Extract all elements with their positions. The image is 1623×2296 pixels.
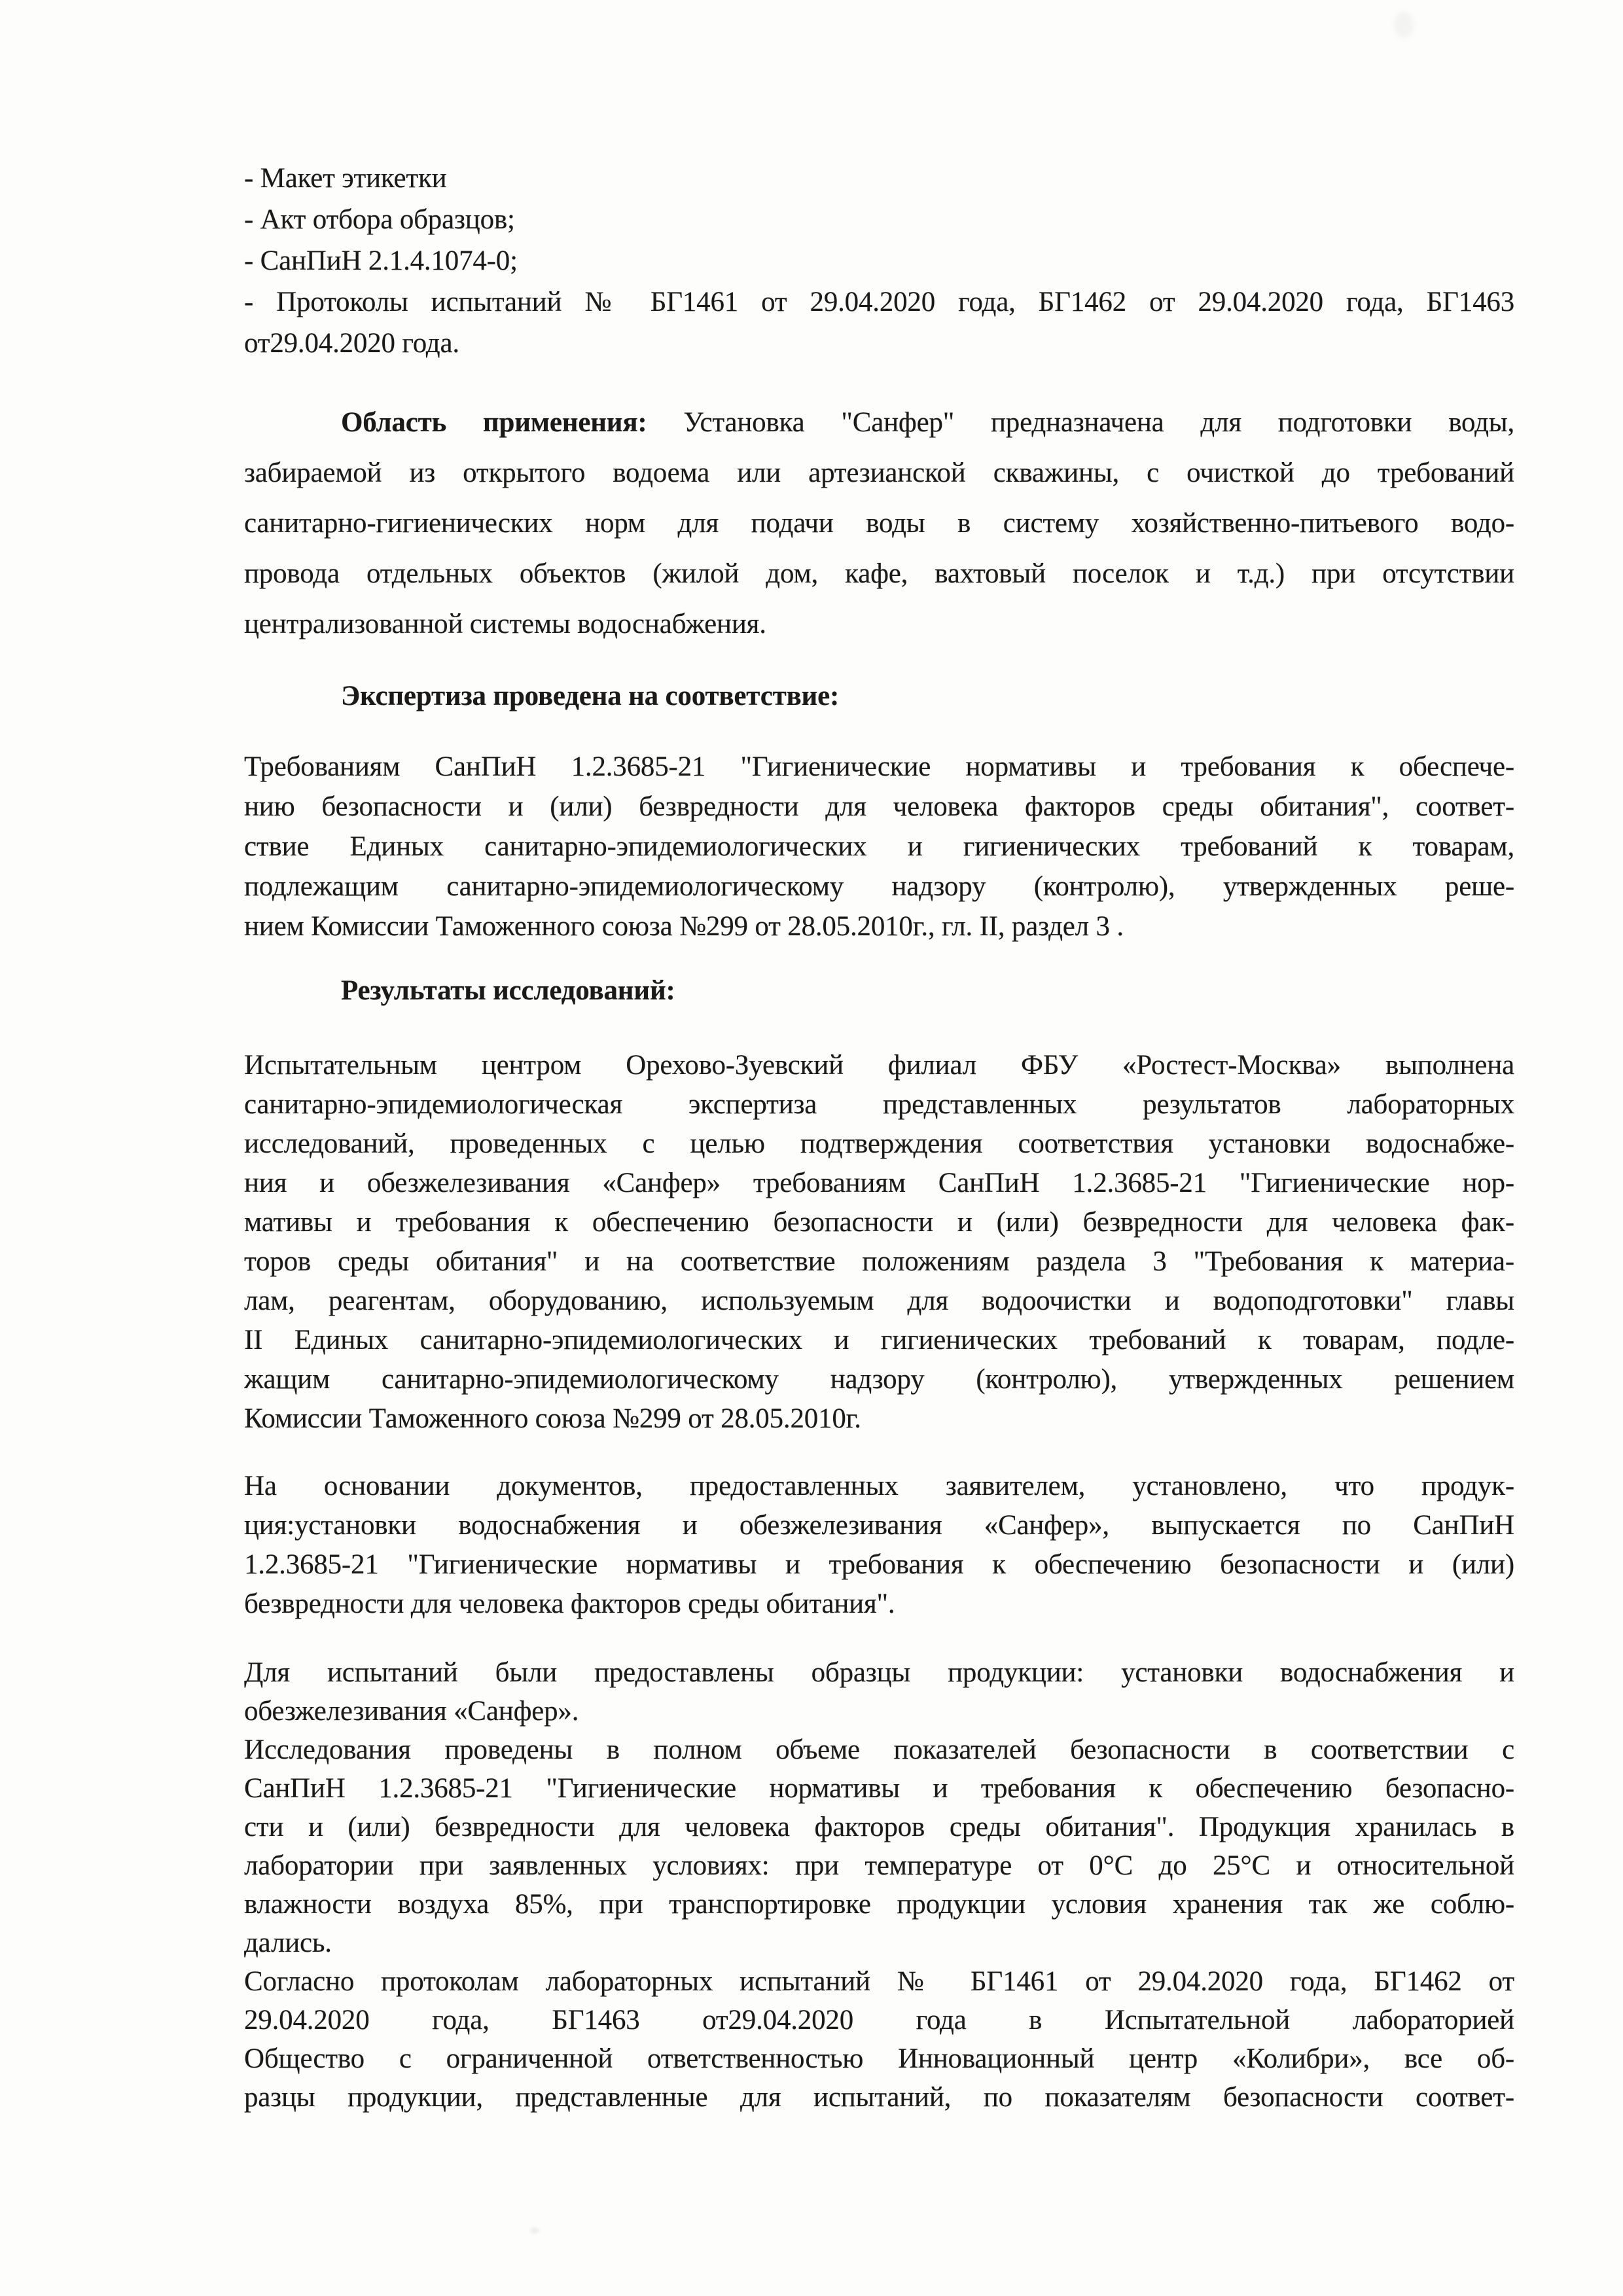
basis-paragraph [244,1467,1514,1624]
text-line: подлежащим санитарно-эпидемиологическому надзору (контролю), утвержденных реше- [244,871,1514,902]
samples-paragraph [244,1653,1514,2117]
text-line: торов среды обитания" и на соответствие положениям раздела 3 "Требования к материа- [244,1246,1514,1277]
attachments-list [244,158,1514,364]
scan-dot-artifact [530,2227,539,2234]
text-line: от29.04.2020 года. [244,328,459,359]
text-line: безвредности для человека факторов среды обитания". [244,1588,895,1619]
text-line: Исследования проведены в полном объеме показателей безопасности в соответствии с [244,1734,1514,1765]
text-line: - СанПиН 2.1.4.1074-0; [244,245,518,276]
text-line: 29.04.2020 года, БГ1463 от29.04.2020 года в Испытательной лабораторией [244,2005,1514,2036]
text-line: дались. [244,1928,332,1958]
text-line: сти и (или) безвредности для человека факторов среды обитания". Продукция хранилась в [244,1812,1514,1842]
results-heading: Результаты исследований: [341,975,675,1006]
text-line: забираемой из открытого водоема или артезианской скважины, с очисткой до требований [244,457,1514,488]
text-line: ния и обезжелезивания «Санфер» требованиям СанПиН 1.2.3685-21 "Гигиенические нор- [244,1168,1514,1198]
text-line: санитарно-гигиенических норм для подачи воды в систему хозяйственно-питьевого водо- [244,508,1514,539]
text-line: - Акт отбора образцов; [244,204,515,235]
document-body [244,0,1514,2117]
text-line: II Единых санитарно-эпидемиологических и гигиенических требований к товарам, подле- [244,1325,1514,1355]
text-line: Для испытаний были предоставлены образцы продукции: установки водоснабжения и [244,1657,1514,1688]
text-line: Требованиям СанПиН 1.2.3685-21 "Гигиенические нормативы и требования к обеспече- [244,751,1514,782]
text-line: - Макет этикетки [244,163,447,194]
text-line: ствие Единых санитарно-эпидемиологических и гигиенических требований к товарам, [244,831,1514,862]
text-line: провода отдельных объектов (жилой дом, кафе, вахтовый поселок и т.д.) при отсутствии [244,558,1514,589]
text-line: разцы продукции, представленные для испытаний, по показателям безопасности соответ- [244,2082,1514,2113]
results-summary-paragraph [244,1046,1514,1439]
inline-bold-heading: Область применения: [341,407,647,438]
text-line: мативы и требования к обеспечению безопасности и (или) безвредности для человека фак- [244,1207,1514,1238]
text-line: Область применения: Установка "Санфер" предназначена для подготовки воды, [341,407,1514,438]
text-line: Комиссии Таможенного союза №299 от 28.05.2010г. [244,1403,861,1434]
text-line: лам, реагентам, оборудованию, используемым для водоочистки и водоподготовки" главы [244,1285,1514,1316]
text-line: обезжелезивания «Санфер». [244,1696,579,1727]
scope-paragraph [244,397,1514,649]
text-line: нию безопасности и (или) безвредности для человека факторов среды обитания", соответ- [244,791,1514,822]
text-line: санитарно-эпидемиологическая экспертиза представленных результатов лабораторных [244,1089,1514,1120]
text-line: жащим санитарно-эпидемиологическому надзору (контролю), утвержденных решением [244,1364,1514,1395]
text-line: СанПиН 1.2.3685-21 "Гигиенические нормативы и требования к обеспечению безопасно- [244,1773,1514,1804]
text-line: исследований, проведенных с целью подтверждения соответствия установки водоснабже- [244,1128,1514,1159]
text-line: Согласно протоколам лабораторных испытаний № БГ1461 от 29.04.2020 года, БГ1462 от [244,1966,1514,1997]
text-line: нием Комиссии Таможенного союза №299 от 28.05.2010г., гл. II, раздел 3 . [244,911,1124,942]
text-line: 1.2.3685-21 "Гигиенические нормативы и требования к обеспечению безопасности и (или) [244,1549,1514,1580]
text-line: Испытательным центром Орехово-Зуевский филиал ФБУ «Ростест-Москва» выполнена [244,1050,1514,1081]
text-line: Общество с ограниченной ответственностью Инновационный центр «Колибри», все об- [244,2043,1514,2074]
text-line: лаборатории при заявленных условиях: при температуре от 0°С до 25°С и относительной [244,1850,1514,1881]
expertise-paragraph [244,747,1514,946]
text-line: ция:установки водоснабжения и обезжелезивания «Санфер», выпускается по СанПиН [244,1510,1514,1541]
text-line: - Протоколы испытаний № БГ1461 от 29.04.2020 года, БГ1462 от 29.04.2020 года, БГ1463 [244,287,1514,317]
text-line: На основании документов, предоставленных заявителем, установлено, что продук- [244,1471,1514,1501]
expertise-heading: Экспертиза проведена на соответствие: [341,681,840,711]
text-line: централизованной системы водоснабжения. [244,609,766,639]
text-line: влажности воздуха 85%, при транспортировке продукции условия хранения так же соблю- [244,1889,1514,1920]
